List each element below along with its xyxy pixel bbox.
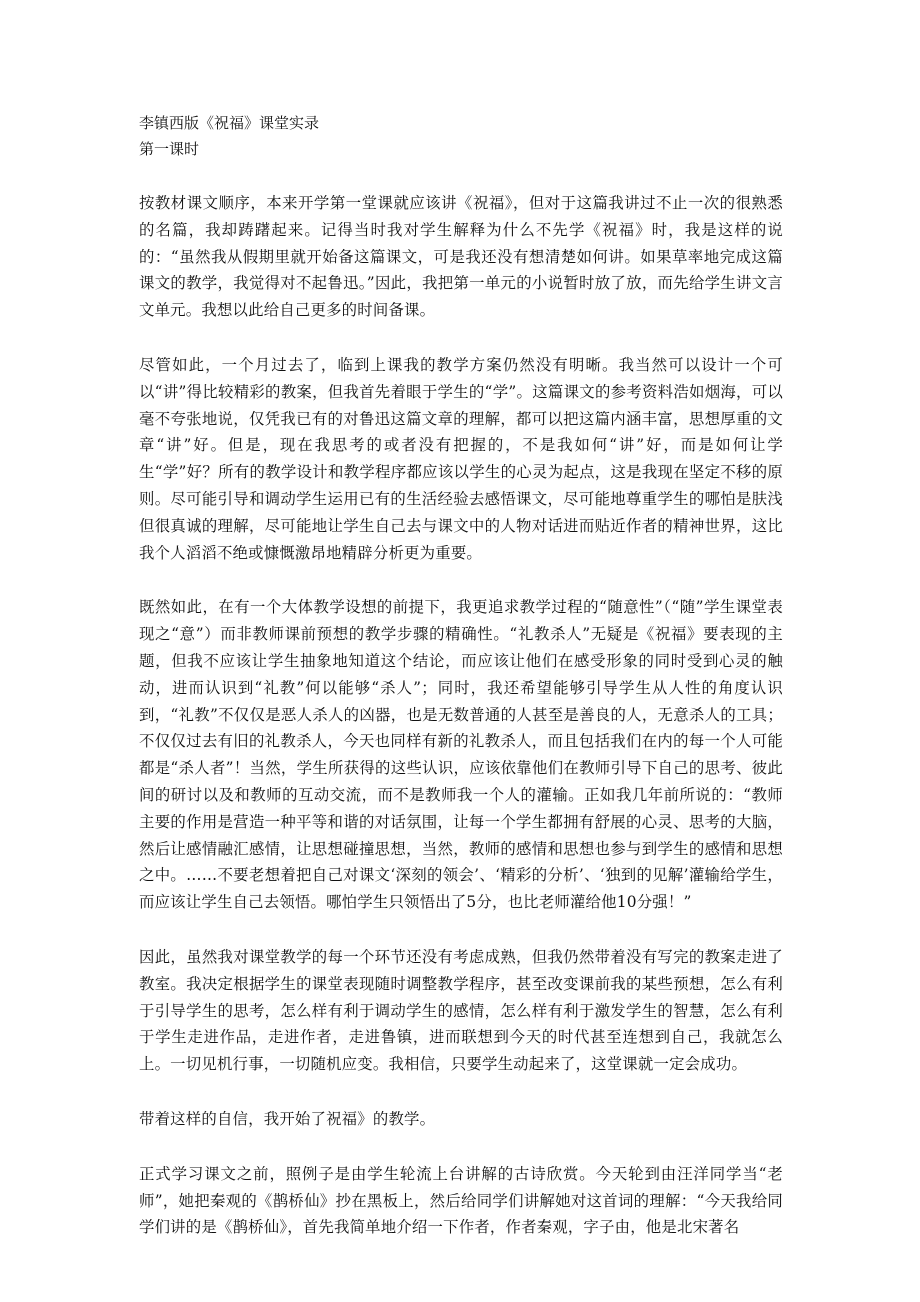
paragraph: 因此，虽然我对课堂教学的每一个环节还没有考虑成熟，但我仍然带着没有写完的教案走进了教室。我决定根据学生的课堂表现随时调整教学程序，甚至改变课前我的某些预想，怎么有利于引导学生的思考，怎么样有利于调动学生的感情，怎么样有利于激发学生的智慧，怎么有利于学生走进作品，走进作者，走进鲁镇，进而联想到今天的时代甚至连想到自己，我就怎么上。一切见机行事，一切随机应变。我相信，只要学生动起来了，这堂课就一定会成功。	[139, 947, 783, 1074]
document-subtitle: 第一课时	[139, 140, 200, 158]
document-body	[139, 190, 783, 1241]
document-header	[139, 110, 783, 162]
paragraph: 尽管如此，一个月过去了，临到上课我的教学方案仍然没有明晰。我当然可以设计一个可以“讲”得比较精彩的教案，但我首先着眼于学生的“学”。这篇课文的参考资料浩如烟海，可以毫不夸张地说，仅凭我已有的对鲁迅这篇文章的理解，都可以把这篇内涵丰富，思想厚重的文章“讲”好。但是，现在我思考的或者没有把握的，不是我如何“讲”好，而是如何让学生“学”好？所有的教学设计和教学程序都应该以学生的心灵为起点，这是我现在坚定不移的原则。尽可能引导和调动学生运用已有的生活经验去感悟课文，尽可能地尊重学生的哪怕是肤浅但很真诚的理解，尽可能地让学生自己去与课文中的人物对话进而贴近作者的精神世界，这比我个人滔滔不绝或慷慨激昂地精辟分析更为重要。	[139, 355, 783, 562]
paragraph: 带着这样的自信，我开始了祝福》的教学。	[139, 1109, 436, 1128]
document-page	[139, 110, 783, 1241]
document-title: 李镇西版《祝福》课堂实录	[139, 114, 320, 132]
paragraph: 既然如此，在有一个大体教学设想的前提下，我更追求教学过程的“随意性”（“随”学生课堂表现之“意”）而非教师课前预想的教学步骤的精确性。“礼教杀人”无疑是《祝福》要表现的主题，但我不应该让学生抽象地知道这个结论，而应该让他们在感受形象的同时受到心灵的触动，进而认识到“礼教”何以能够“杀人”；同时，我还希望能够引导学生从人性的角度认识到，“礼教”不仅仅是恶人杀人的凶器，也是无数普通的人甚至是善良的人，无意杀人的工具；不仅仅过去有旧的礼教杀人，今天也同样有新的礼教杀人，而且包括我们在内的每一个人可能都是“杀人者”！当然，学生所获得的这些认识，应该依靠他们在教师引导下自己的思考、彼此间的研讨以及和教师的互动交流，而不是教师我一个人的灌输。正如我几年前所说的：“教师主要的作用是营造一种平等和谐的对话氛围，让每一个学生都拥有舒展的心灵、思考的大脑，然后让感情融汇感情，让思想碰撞思想，当然，教师的感情和思想也参与到学生的感情和思想之中。……不要老想着把自己对课文‘深刻的领会’、‘精彩的分析’、‘独到的见解’灌输给学生，而应该让学生自己去领悟。哪怕学生只领悟出了5分，也比老师灌给他10分强！”	[139, 598, 783, 912]
paragraph: 按教材课文顺序，本来开学第一堂课就应该讲《祝福》，但对于这篇我讲过不止一次的很熟悉的名篇，我却踌躇起来。记得当时我对学生解释为什么不先学《祝福》时，我是这样的说的：“虽然我从假期里就开始备这篇课文，可是我还没有想清楚如何讲。如果草率地完成这篇课文的教学，我觉得对不起鲁迅。”因此，我把第一单元的小说暂时放了放，而先给学生讲文言文单元。我想以此给自己更多的时间备课。	[139, 194, 783, 320]
paragraph: 正式学习课文之前，照例子是由学生轮流上台讲解的古诗欣赏。今天轮到由汪洋同学当“老师”，她把秦观的《鹊桥仙》抄在黑板上，然后给同学们讲解她对这首词的理解：“今天我给同学们讲的是《鹊桥仙》，首先我简单地介绍一下作者，作者秦观，字子由，他是北宋著名	[139, 1164, 783, 1237]
